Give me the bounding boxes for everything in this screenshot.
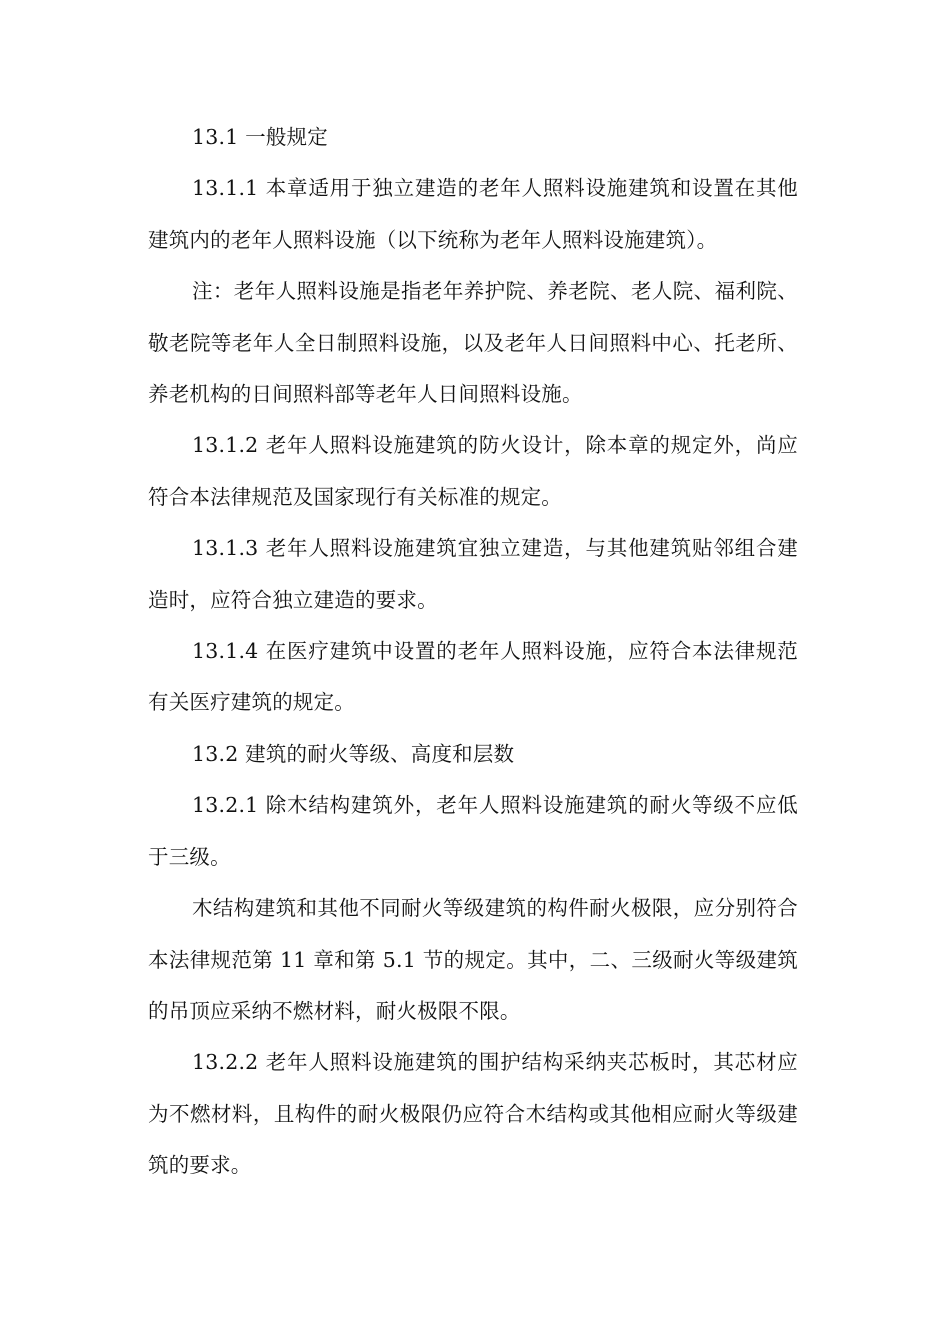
section-heading-13-1: 13.1 一般规定 <box>192 125 328 149</box>
clause-13-2-2: 13.2.2 老年人照料设施建筑的围护结构采纳夹芯板时，其芯材应为不燃材料，且构件的耐火极限仍应符合木结构或其他相应耐火等级建筑的要求。 <box>148 1050 798 1178</box>
clause-13-1-3: 13.1.3 老年人照料设施建筑宜独立建造，与其他建筑贴邻组合建造时，应符合独立建造的要求。 <box>148 536 798 612</box>
clause-13-1-2: 13.1.2 老年人照料设施建筑的防火设计，除本章的规定外，尚应符合本法律规范及国家现行有关标准的规定。 <box>148 433 798 509</box>
clause-13-1-4: 13.1.4 在医疗建筑中设置的老年人照料设施，应符合本法律规范有关医疗建筑的规定。 <box>148 639 798 715</box>
clause-13-1-1: 13.1.1 本章适用于独立建造的老年人照料设施建筑和设置在其他建筑内的老年人照料设施（以下统称为老年人照料设施建筑）。 <box>148 176 798 252</box>
section-heading-13-2: 13.2 建筑的耐火等级、高度和层数 <box>192 741 515 766</box>
clause-13-2-1-supplement: 木结构建筑和其他不同耐火等级建筑的构件耐火极限，应分别符合本法律规范第 11 章和第 5.1 节的规定。其中，二、三级耐火等级建筑的吊顶应采纳不燃材料，耐火极限不限。 <box>148 896 798 1023</box>
document-page <box>148 112 798 1192</box>
clause-note: 注：老年人照料设施是指老年养护院、养老院、老人院、福利院、敬老院等老年人全日制照料设施，以及老年人日间照料中心、托老所、养老机构的日间照料部等老年人日间照料设施。 <box>148 279 798 407</box>
clause-13-2-1: 13.2.1 除木结构建筑外，老年人照料设施建筑的耐火等级不应低于三级。 <box>148 793 798 869</box>
